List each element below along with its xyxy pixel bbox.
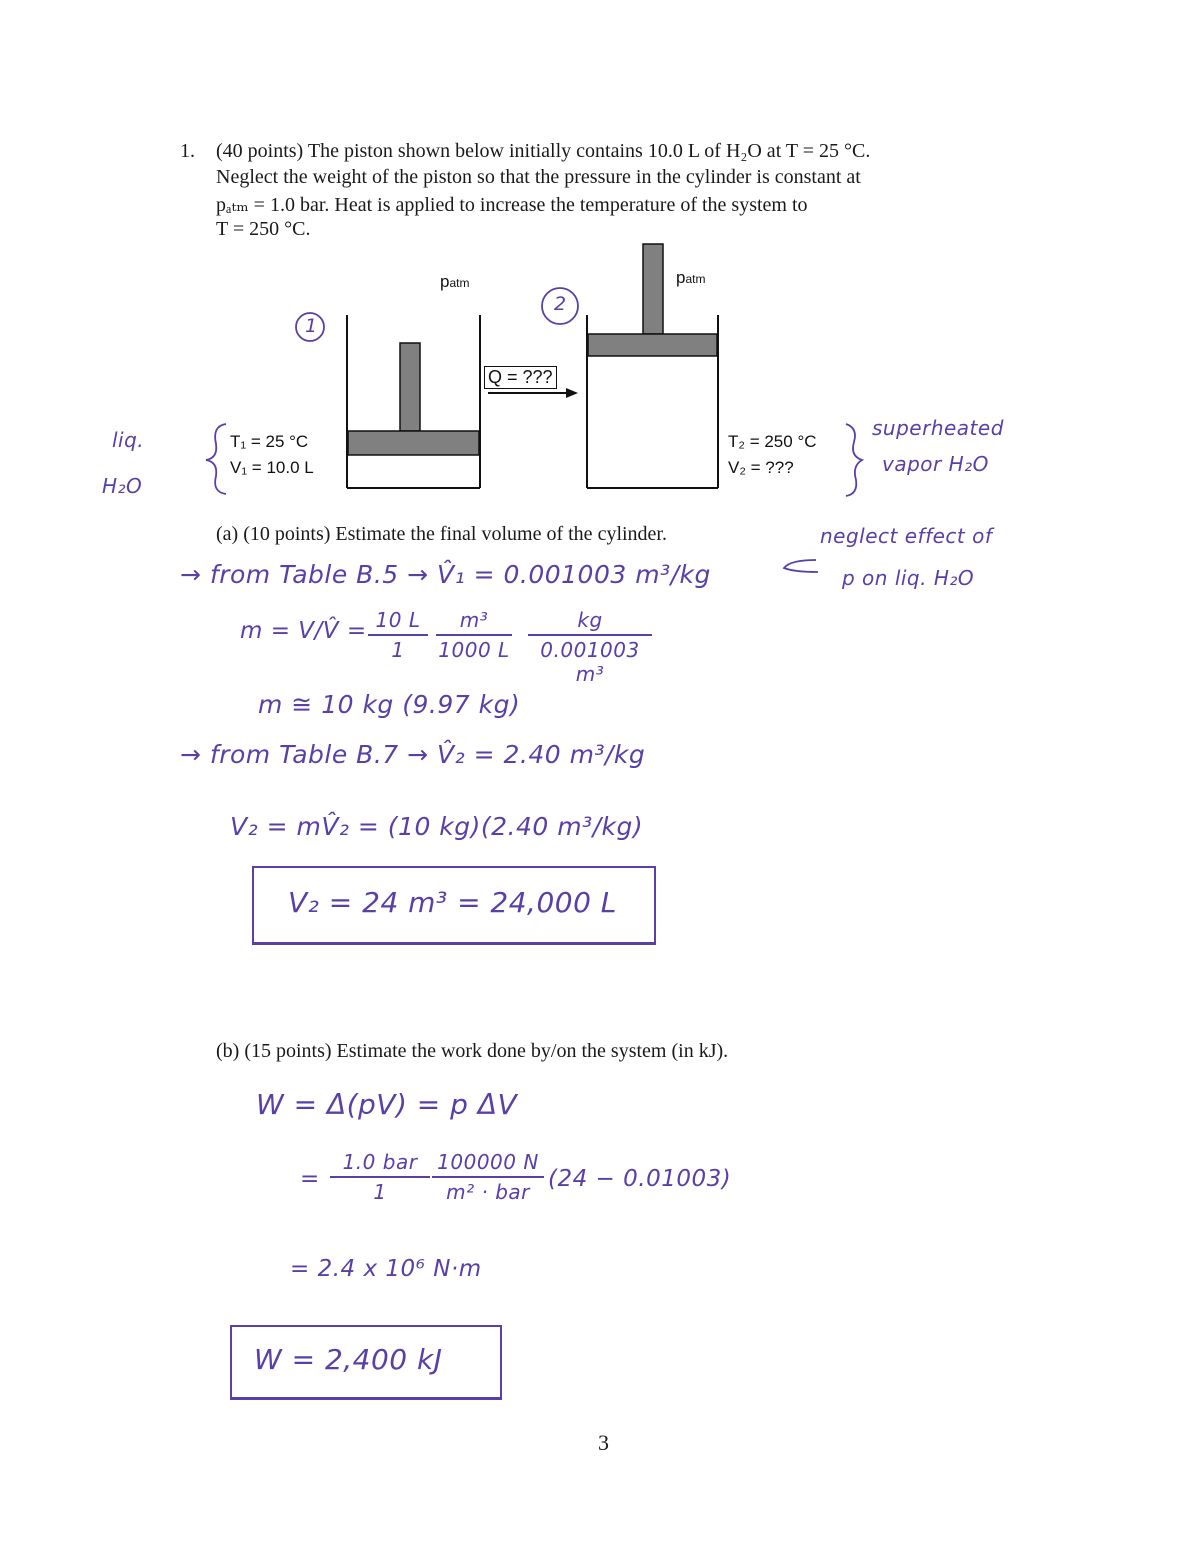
part-a-fraction-2: m³ 1000 L [436, 608, 512, 662]
part-a-line-3: m ≅ 10 kg (9.97 kg) [258, 690, 521, 719]
problem-line-4: T = 250 °C. [216, 218, 311, 240]
part-a-fraction-1: 10 L 1 [368, 608, 428, 662]
piston-2-rod [643, 244, 663, 334]
state-2-temperature: T₂ = 250 °C [728, 432, 817, 451]
part-a-note-2: p on liq. H₂O [842, 566, 975, 590]
margin-note-liq: liq. [112, 428, 145, 452]
piston-diagram [0, 0, 1200, 520]
page-number: 3 [598, 1430, 609, 1455]
state-2-brace [846, 424, 862, 496]
problem-number: 1. [180, 140, 195, 162]
part-b-prompt: (b) (15 points) Estimate the work done by/on the system (in kJ). [216, 1040, 729, 1062]
cylinder-1 [347, 315, 480, 488]
problem-line-1: (40 points) The piston shown below initially contains 10.0 L of H₂O at T = 25 °C. [216, 140, 871, 162]
part-a-note-1: neglect effect of [820, 524, 993, 548]
margin-note-h2o: H₂O [102, 474, 143, 498]
state-1-brace [206, 424, 226, 494]
piston-2-head [588, 334, 717, 356]
state-1-marker: 1 [305, 315, 318, 337]
part-b-equals: = [300, 1166, 320, 1192]
part-a-line-1: → from Table B.5 → V̂₁ = 0.001003 m³/kg [180, 560, 711, 589]
heat-arrow [488, 388, 578, 398]
problem-line-3: pₐₜₘ = 1.0 bar. Heat is applied to increase the temperature of the system to [216, 194, 808, 216]
part-b-answer: W = 2,400 kJ [254, 1343, 443, 1376]
part-a-fraction-3: kg 0.001003 m³ [528, 608, 652, 686]
part-b-parenthesis: (24 − 0.01003) [548, 1166, 732, 1192]
part-b-line-3: = 2.4 x 10⁶ N·m [290, 1256, 482, 1282]
piston-1-rod [400, 343, 420, 431]
piston-1-head [348, 431, 479, 455]
state-1-volume: V₁ = 10.0 L [230, 458, 314, 477]
side-note-superheated: superheated [872, 416, 1004, 440]
part-a-mass-lhs: m = V/V̂ = [240, 618, 367, 644]
heat-label: Q = ??? [484, 366, 557, 389]
side-note-vapor: vapor H₂O [882, 452, 989, 476]
part-a-answer: V₂ = 24 m³ = 24,000 L [288, 886, 617, 919]
part-a-prompt: (a) (10 points) Estimate the final volume of the cylinder. [216, 523, 667, 545]
state-1-temperature: T₁ = 25 °C [230, 432, 309, 451]
part-b-line-1: W = Δ(pV) = p ΔV [256, 1088, 518, 1121]
problem-line-2: Neglect the weight of the piston so that the pressure in the cylinder is constant at [216, 166, 861, 188]
part-a-line-5: V₂ = mV̂₂ = (10 kg)(2.40 m³/kg) [230, 812, 644, 841]
part-a-line-4: → from Table B.7 → V̂₂ = 2.40 m³/kg [180, 740, 646, 769]
part-b-fraction-2: 100000 N m² · bar [432, 1150, 544, 1204]
patm-label-2: patm [676, 268, 706, 287]
part-b-fraction-1: 1.0 bar 1 [330, 1150, 430, 1204]
note-arrow-icon [780, 556, 820, 576]
patm-label-1: patm [440, 272, 470, 291]
state-2-marker: 2 [554, 293, 567, 315]
state-2-volume: V₂ = ??? [728, 458, 794, 477]
